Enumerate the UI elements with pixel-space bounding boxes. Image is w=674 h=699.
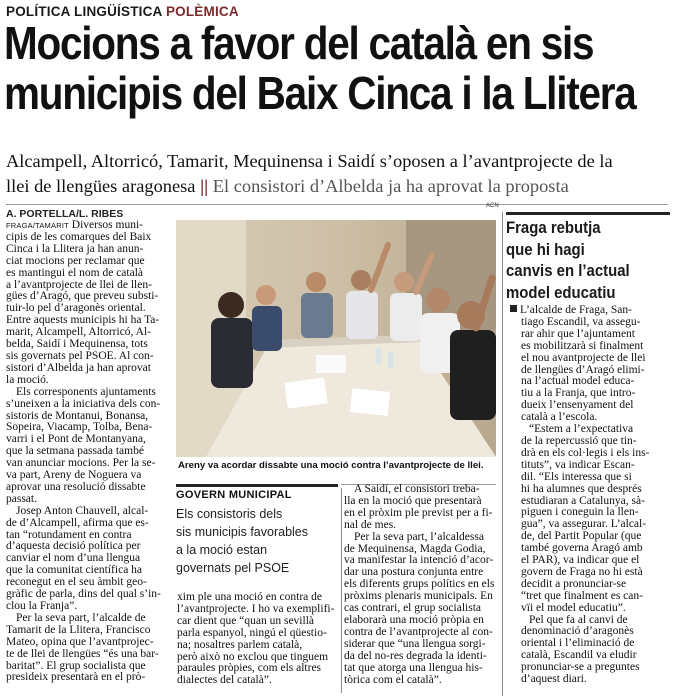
text-line: piguen i coneguin la llen- (521, 506, 639, 519)
headline-line: municipis del Baix Cinca i la Llitera (4, 67, 636, 119)
text-line: a l’avantprojecte de llei de llen- (6, 278, 152, 291)
text-line: ciat mocions per reclamar que (6, 254, 145, 267)
text-line: dar una postura conjunta entre (344, 566, 484, 579)
section-tag: POLÍTICA LINGÜÍSTICA (6, 4, 162, 19)
text-line: tiu a la Franja, que intro- (521, 387, 636, 400)
text-line: es mobilitzarà si finalment (521, 339, 644, 352)
text-line: pròxims plenaris municipals. En (344, 590, 493, 603)
text-line: elaborarà una moció pròpia en (344, 613, 484, 626)
column-rule (341, 488, 342, 693)
text-line: tòrica com el català”. (344, 673, 442, 686)
text-line: Per la seva part, l’alcaldessa (354, 530, 484, 543)
highlight-line: a la moció estan (176, 543, 268, 557)
text-line: va part, Areny de Noguera va (6, 469, 142, 482)
article-column-1 (6, 220, 172, 684)
subheadline-line: Alcampell, Altorricó, Tamarit, Mequinensa i Saidí s’oposen a l’avantprojecte de la (6, 151, 613, 171)
highlight-text (176, 505, 338, 577)
highlight-line: governats pel PSOE (176, 561, 290, 575)
text-line: da del no-res degrada la identi- (344, 649, 487, 662)
text-line: canviar el nom d’una llengua (6, 552, 141, 565)
text-line: sistori d’Albelda ja han aprovat (6, 361, 151, 374)
highlight-line: Els consistoris dels (176, 507, 283, 521)
text-line: es mantingui el nom de català (6, 266, 143, 279)
text-line: de, del Partit Popular (que (521, 530, 642, 543)
text-line: de llengües d’Aragó elimi- (521, 363, 645, 376)
text-line: denominació d’aragonès (521, 625, 634, 638)
text-line: pronunciar-se a preguntes (521, 661, 640, 674)
text-line: que la comunitat científica ha (6, 564, 143, 577)
headline (4, 17, 636, 119)
text-line: però això no exclou que tinguem (177, 650, 329, 663)
text-line: tituts”, va indicar Escan- (521, 458, 635, 471)
text-line: sis governats pel PSOE. Al con- (6, 349, 154, 362)
text-line: baritat”. El grup socialista que (6, 659, 146, 672)
section-subtag: POLÈMICA (165, 4, 239, 19)
text-line: te de llei de llengües “és una bar- (6, 647, 159, 660)
text-line: Entre aquests municipis hi ha Ta- (6, 314, 160, 327)
text-line: na; nosaltres parlem català, (177, 638, 303, 651)
text-line: gràfic de parla, dins del qual s’in- (6, 588, 161, 601)
text-line: d’aquest diari. (521, 673, 587, 686)
text-line: L’alcalde de Fraga, San- (520, 304, 632, 316)
text-line: xim ple una moció en contra de (177, 591, 322, 603)
text-line: tat que atorga una llengua his- (344, 661, 483, 674)
text-line: dueix l’ensenyament del (521, 399, 634, 412)
dateline: FRAGA/TAMARIT (6, 221, 69, 230)
text-line: lla en la moció que presentarà (344, 494, 482, 507)
text-line: van anunciar mocions. Per la se- (6, 457, 156, 470)
text-line: català a l’escola. (521, 411, 598, 424)
text-line: de la repercussió que tin- (521, 434, 637, 447)
text-line: dialectes del català”. (177, 674, 272, 687)
text-line: A Saidí, el consistori treba- (354, 483, 480, 495)
text-line: reconegut en el seu àmbit geo- (6, 576, 147, 589)
text-line: drà en els col·legis i els ins- (521, 446, 650, 459)
photo-caption: Areny va acordar dissabte una moció contra l’avantprojecte de llei. (178, 460, 484, 471)
text-line: la moció. (6, 373, 49, 386)
text-line: Cinca i la Llitera ja han anun- (6, 242, 144, 255)
text-line: cas contrari, el grup socialista (344, 602, 481, 615)
text-line: que la setmana passada també (6, 445, 144, 458)
text-line: “tret que finalment es can- (521, 589, 643, 602)
text-line: varri i el Pont de Montanyana, (6, 433, 146, 446)
text-line: Tamarit de la Llitera, Francisco (6, 623, 151, 636)
text-line: Sopeira, Viacamp, Tolba, Bena- (6, 421, 153, 434)
text-line: sistoris de Montanui, Bonansa, (6, 409, 149, 422)
text-line: el nou avantprojecte de llei (521, 351, 646, 364)
headline-line: Mocions a favor del català en sis (4, 17, 594, 69)
text-line: “Estem a l’expectativa (529, 423, 634, 436)
text-line: en el pròxim ple previst per a fi- (344, 506, 493, 519)
square-bullet-icon (510, 305, 517, 312)
text-line: cipis de les comarques del Baix (6, 230, 152, 243)
text-line: nal de mes. (344, 518, 397, 531)
article-column-2 (177, 592, 339, 687)
text-line: passat. (6, 492, 37, 505)
text-line: Diversos muni- (71, 219, 143, 231)
text-line: d’aquesta decisió política per (6, 540, 141, 553)
text-line: també governa Aragó amb (521, 542, 643, 555)
text-line: Pel que fa al canvi de (529, 613, 628, 626)
meeting-photo-image (176, 220, 496, 457)
text-line: na l’actual model educa- (521, 375, 635, 388)
text-line: govern de Fraga no hi està (521, 565, 643, 578)
news-photo (176, 220, 496, 457)
text-line: català, Escandil va eludir (521, 649, 637, 662)
sidebar-text (521, 305, 673, 686)
divider (6, 204, 668, 205)
text-line: decidit a pronunciar-se (521, 577, 627, 590)
subheadline-part: llei de llengües aragonesa (6, 176, 196, 196)
text-line: parla espanyol, ningú el qüestio- (177, 626, 327, 639)
text-line: tiago Escandil, va assegu- (521, 315, 641, 328)
text-line: belda, Saidí i Mequinensa, tots (6, 338, 148, 351)
text-line: clou la Franja”. (6, 600, 78, 612)
text-line: paraules pròpies, com els altres (177, 662, 322, 675)
column-rule (502, 212, 503, 696)
sidebar-title-line: model educatiu (506, 282, 616, 302)
text-line: contra de l’avantprojecte al con- (344, 625, 493, 638)
text-line: car dient que “quan un sevillà (177, 614, 314, 627)
text-line: va manifestar la intenció d’acor- (344, 554, 494, 567)
text-line: vïi el model educatiu”. (521, 601, 626, 614)
text-line: els diferents grups polítics en els (344, 578, 495, 591)
text-line: hi ha alumnes que després (521, 482, 642, 495)
text-line: siderar que “una llengua sorgi- (344, 637, 486, 650)
sidebar-title-line: canvis en l’actual (506, 261, 630, 280)
text-line: Per la seva part, l’alcalde de (16, 611, 146, 624)
article-column-3 (344, 484, 498, 686)
text-line: de d’Alcampell, afirma que es- (6, 516, 149, 529)
sidebar-box (506, 212, 670, 303)
text-line: gües d’Aragó, que preveu substi- (6, 290, 159, 303)
text-line: oriental i l’eliminació de (521, 637, 635, 650)
highlight-label: GOVERN MUNICIPAL (176, 489, 292, 501)
photo-credit: ACN (486, 203, 499, 209)
text-line: Josep Anton Chauvell, alcal- (16, 504, 149, 517)
text-line: tuir-lo pel d’aragonès oriental. (6, 302, 146, 315)
text-line: aprovar una resolució dissabte (6, 480, 146, 493)
text-line: s’uneixen a la iniciativa dels con- (6, 397, 161, 410)
text-line: de Mequinensa, Magda Godia, (344, 542, 486, 555)
byline: A. PORTELLA/L. RIBES (6, 208, 124, 220)
sidebar-title (506, 217, 654, 303)
text-line: presideix presentarà en el prò- (6, 671, 146, 684)
text-line: Els corresponents ajuntaments (16, 385, 156, 398)
highlight-box (176, 484, 338, 577)
text-line: el PAR), va indicar que el (521, 554, 640, 567)
text-line: rar ahir que l’ajuntament (521, 327, 635, 340)
subheadline-separator: || (200, 176, 209, 196)
text-line: Mateo, opina que l’avantprojec- (6, 635, 154, 648)
subheadline (6, 149, 666, 199)
sidebar-title-line: que hi hagi (506, 239, 585, 259)
text-line: l’avantprojecte. I ho va exemplifi- (177, 602, 335, 615)
text-line: estudiaran a Catalunya, sà- (521, 494, 645, 507)
sidebar-title-line: Fraga rebutja (506, 218, 601, 237)
text-line: tan “rotundament en contra (6, 528, 132, 541)
highlight-line: sis municipis favorables (176, 525, 308, 539)
subheadline-part: El consistori d’Albelda ja ha aprovat la proposta (212, 176, 569, 196)
text-line: gua”, va assegurar. L’alcal- (521, 518, 647, 531)
text-line: marit, Alcampell, Altorricó, Al- (6, 326, 151, 339)
text-line: dil. “Els interessa que si (521, 470, 632, 483)
